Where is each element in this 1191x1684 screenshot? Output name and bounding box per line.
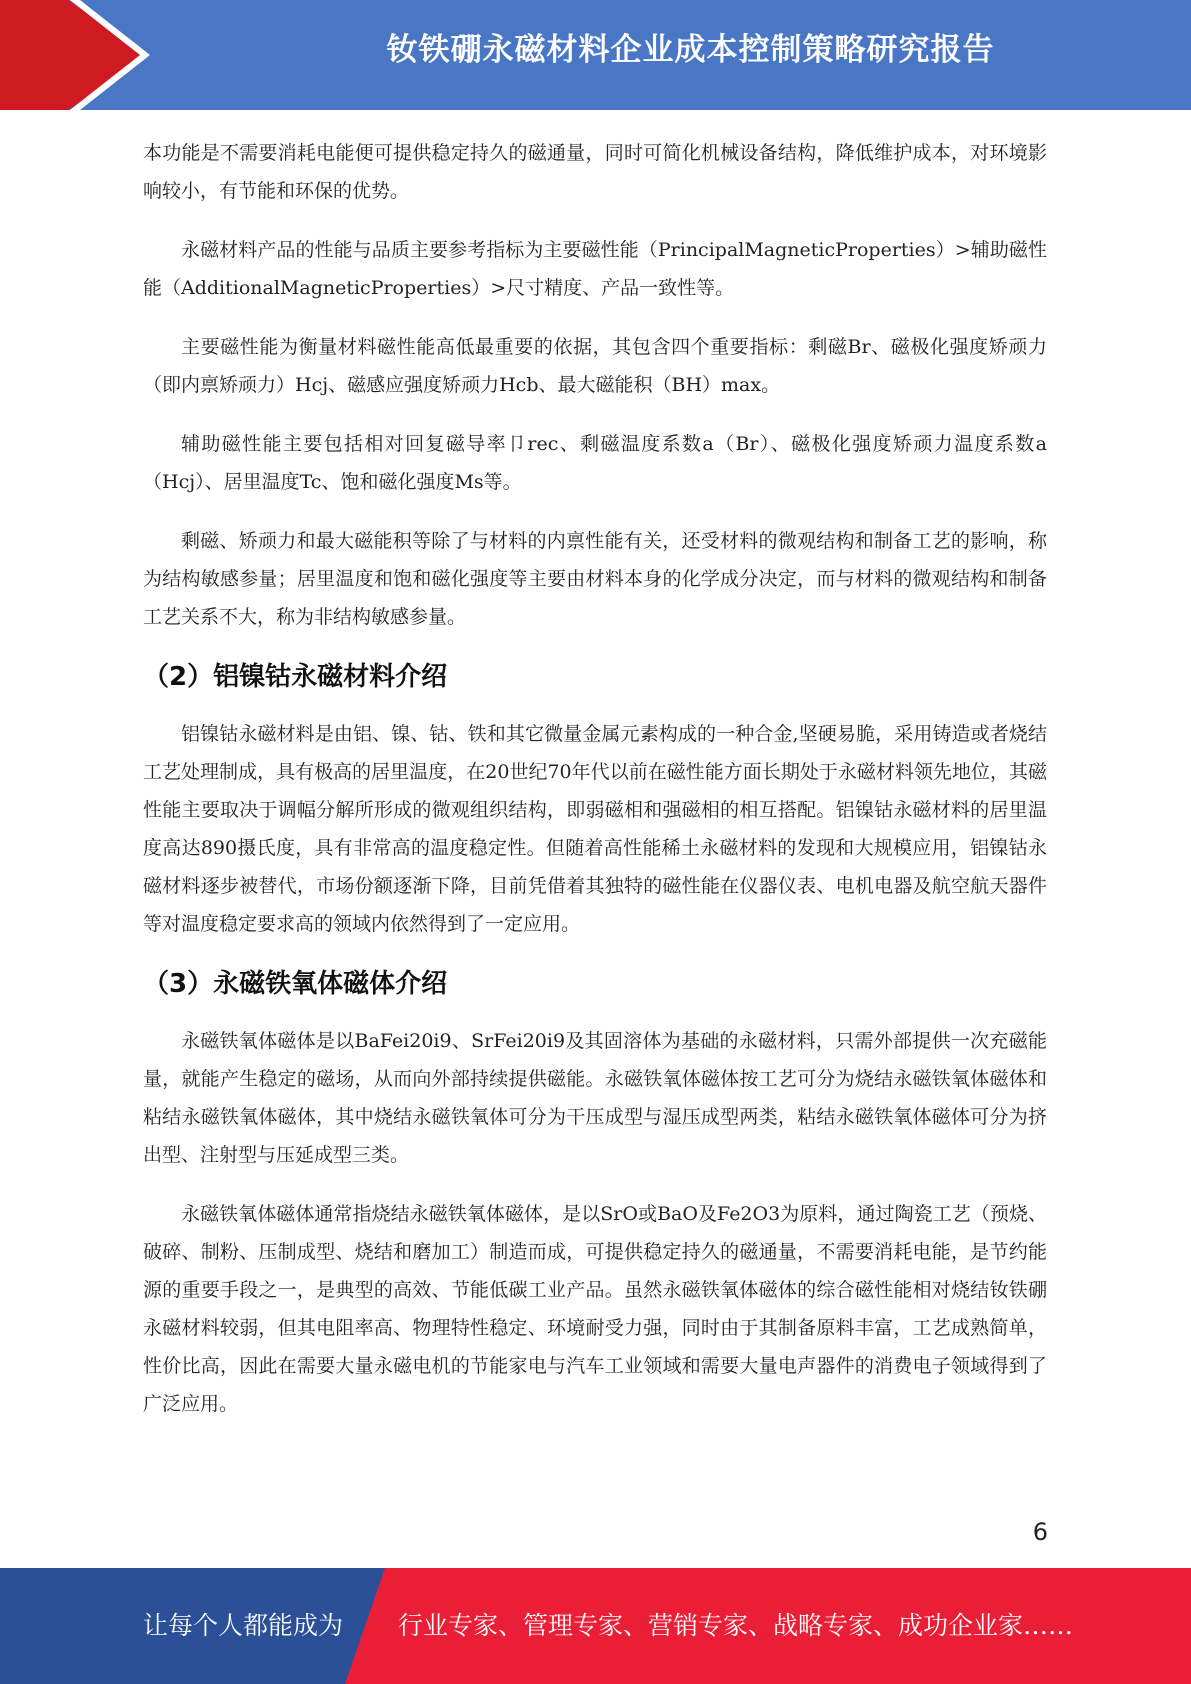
paragraph-quality-indicators: 永磁材料产品的性能与品质主要参考指标为主要磁性能（PrincipalMagneticProperties）>辅助磁性能（AdditionalMagneticProperties）>尺寸精度、产品一致性等。 — [143, 239, 1047, 299]
paragraph-ferrite-intro: 永磁铁氧体磁体是以BaFei20i9、SrFei20i9及其固溶体为基础的永磁材料，只需外部提供一次充磁能量，就能产生稳定的磁场，从而向外部持续提供磁能。永磁铁氧体磁体按工艺可分为烧结永磁铁氧体磁体和粘结永磁铁氧体磁体，其中烧结永磁铁氧体可分为干压成型与湿压成型两类，粘结永磁铁氧体磁体可分为挤出型、注射型与压延成型三类。 — [143, 1030, 1047, 1166]
paragraph-structure-sensitive-parameters: 剩磁、矫顽力和最大磁能积等除了与材料的内禀性能有关，还受材料的微观结构和制备工艺的影响，称为结构敏感参量；居里温度和饱和磁化强度等主要由材料本身的化学成分决定，而与材料的微观结构和制备工艺关系不大，称为非结构敏感参量。 — [143, 530, 1047, 628]
section-heading-ferrite: （3）永磁铁氧体磁体介绍 — [143, 969, 448, 999]
paragraph-alnico: 铝镍钴永磁材料是由铝、镍、钴、铁和其它微量金属元素构成的一种合金,坚硬易脆，采用铸造或者烧结工艺处理制成，具有极高的居里温度，在20世纪70年代以前在磁性能方面长期处于永磁材料领先地位，其磁性能主要取决于调幅分解所形成的微观组织结构，即弱磁相和强磁相的相互搭配。铝镍钴永磁材料的居里温度高达890摄氏度，具有非常高的温度稳定性。但随着高性能稀土永磁材料的发现和大规模应用，铝镍钴永磁材料逐步被替代，市场份额逐渐下降，目前凭借着其独特的磁性能在仪器仪表、电机电器及航空航天器件等对温度稳定要求高的领域内依然得到了一定应用。 — [143, 723, 1047, 935]
footer-slogan-left: 让每个人都能成为 — [143, 1611, 344, 1640]
footer-slogan-right: 行业专家、管理专家、营销专家、战略专家、成功企业家…… — [398, 1611, 1074, 1640]
page-number: 6 — [1032, 1518, 1048, 1546]
paragraph-main-magnetic-properties: 主要磁性能为衡量材料磁性能高低最重要的依据，其包含四个重要指标：剩磁Br、磁极化强度矫顽力（即内禀矫顽力）Hcj、磁感应强度矫顽力Hcb、最大磁能积（BH）max。 — [143, 336, 1047, 396]
page-header — [0, 0, 1191, 110]
report-title: 钕铁硼永磁材料企业成本控制策略研究报告 — [386, 32, 995, 68]
paragraph-sintered-ferrite: 永磁铁氧体磁体通常指烧结永磁铁氧体磁体，是以SrO或BaO及Fe2O3为原料，通过陶瓷工艺（预烧、破碎、制粉、压制成型、烧结和磨加工）制造而成，可提供稳定持久的磁通量，不需要消耗电能，是节约能源的重要手段之一，是典型的高效、节能低碳工业产品。虽然永磁铁氧体磁体的综合磁性能相对烧结钕铁硼永磁材料较弱，但其电阻率高、物理特性稳定、环境耐受力强，同时由于其制备原料丰富，工艺成熟简单，性价比高，因此在需要大量永磁电机的节能家电与汽车工业领域和需要大量电声器件的消费电子领域得到了广泛应用。 — [143, 1203, 1047, 1415]
paragraph-continued: 本功能是不需要消耗电能便可提供稳定持久的磁通量，同时可简化机械设备结构，降低维护成本，对环境影响较小，有节能和环保的优势。 — [143, 142, 1047, 202]
page-content — [143, 134, 1047, 1444]
paragraph-auxiliary-magnetic-properties: 辅助磁性能主要包括相对回复磁导率卩rec、剩磁温度系数a（Br）、磁极化强度矫顽力温度系数a（Hcj）、居里温度Tc、饱和磁化强度Ms等。 — [143, 433, 1047, 493]
page-footer — [0, 1568, 1191, 1684]
header-red-arrow-shape — [0, 0, 150, 110]
section-heading-alnico: （2）铝镍钴永磁材料介绍 — [143, 662, 448, 692]
